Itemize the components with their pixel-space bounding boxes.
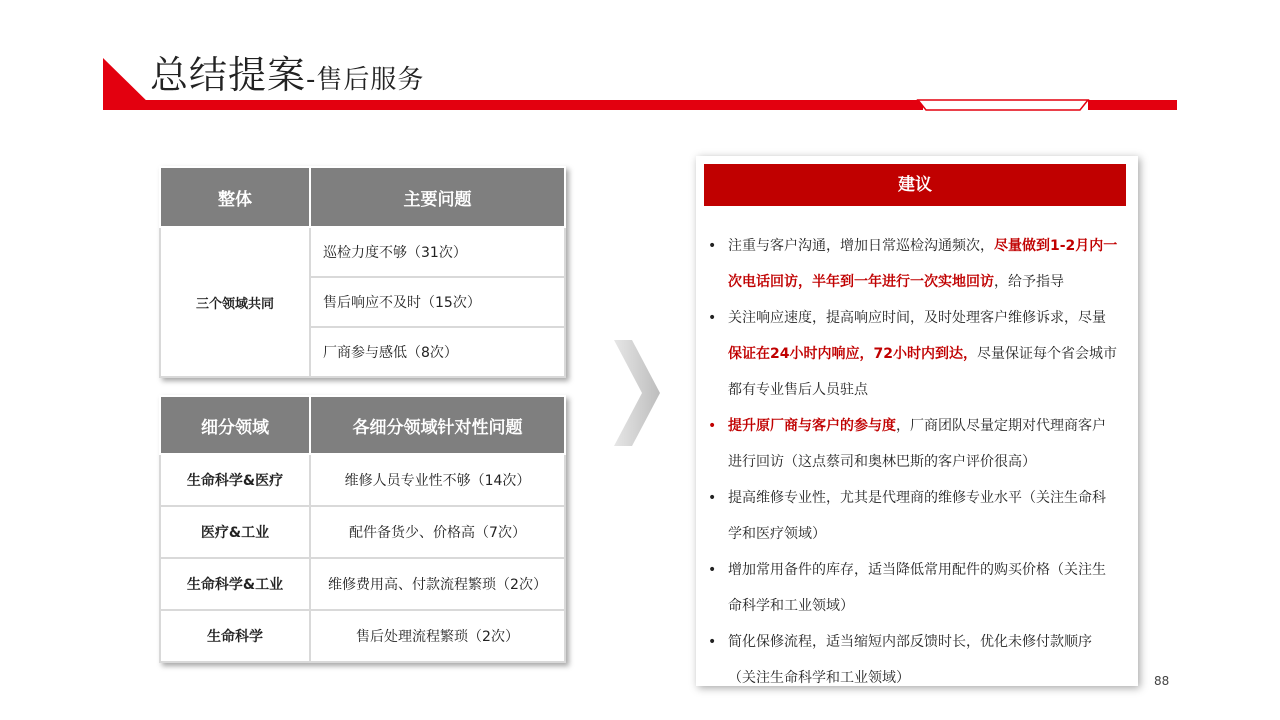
table-row xyxy=(160,610,565,662)
bullet-icon: • xyxy=(708,238,717,254)
table-row xyxy=(160,506,565,558)
header-segment: 细分领域 xyxy=(160,396,310,454)
list-item xyxy=(708,552,1118,624)
item-text: 注重与客户沟通，增加日常巡检沟通频次， xyxy=(728,238,994,254)
item-highlight: 保证在24小时内响应，72小时内到达， xyxy=(728,346,977,362)
table-header-row xyxy=(160,167,565,227)
overall-issues-table xyxy=(159,166,566,378)
item-text: ，厂商团队尽量定期对代理商客户进行回访（这点蔡司和奥林巴斯的客户评价很高） xyxy=(728,418,1106,470)
item-text: 增加常用备件的库存，适当降低常用配件的购买价格（关注生命科学和工业领域） xyxy=(728,562,1106,614)
title-sub: -售后服务 xyxy=(306,65,425,95)
item-text: 提高维修专业性，尤其是代理商的维修专业水平（关注生命科学和医疗领域） xyxy=(728,490,1106,542)
table-header-row xyxy=(160,396,565,454)
issue-cell: 厂商参与感低（8次） xyxy=(310,327,565,377)
area-cell: 医疗&工业 xyxy=(160,506,310,558)
item-highlight: 提升原厂商与客户的参与度 xyxy=(728,418,896,434)
title-main: 总结提案 xyxy=(150,53,307,97)
table-row xyxy=(160,558,565,610)
bullet-icon: • xyxy=(708,634,717,650)
area-cell: 生命科学&医疗 xyxy=(160,454,310,506)
issue-cell: 巡检力度不够（31次） xyxy=(310,227,565,277)
issue-cell: 维修人员专业性不够（14次） xyxy=(310,454,565,506)
item-text: 关注响应速度，提高响应时间，及时处理客户维修诉求，尽量 xyxy=(728,310,1106,326)
suggestions-title: 建议 xyxy=(704,164,1126,206)
list-item xyxy=(708,228,1118,300)
bullet-icon: • xyxy=(708,562,717,578)
item-text: ，给予指导 xyxy=(994,274,1064,290)
suggestions-panel xyxy=(696,156,1138,686)
issue-cell: 售后响应不及时（15次） xyxy=(310,277,565,327)
scope-cell: 三个领域共同 xyxy=(160,227,310,377)
item-highlight: 尽量做到1-2月内一次电话回访，半年到一年进行一次实地回访 xyxy=(728,238,1118,290)
bullet-icon: • xyxy=(708,490,717,506)
table-row xyxy=(160,227,565,277)
header-segment-issues: 各细分领域针对性问题 xyxy=(310,396,565,454)
header-overall: 整体 xyxy=(160,167,310,227)
item-text: 尽量保证每个省会城市都有专业售后人员驻点 xyxy=(728,346,1117,398)
segment-issues-table xyxy=(159,395,566,663)
list-item xyxy=(708,480,1118,552)
issue-cell: 售后处理流程繁琐（2次） xyxy=(310,610,565,662)
issue-cell: 维修费用高、付款流程繁琐（2次） xyxy=(310,558,565,610)
table-row xyxy=(160,454,565,506)
page-number: 88 xyxy=(1154,674,1170,688)
bullet-icon: • xyxy=(708,418,717,434)
list-item xyxy=(708,300,1118,408)
area-cell: 生命科学&工业 xyxy=(160,558,310,610)
chevron-right-icon xyxy=(612,338,662,448)
suggestions-list xyxy=(708,228,1118,696)
area-cell: 生命科学 xyxy=(160,610,310,662)
list-item xyxy=(708,408,1118,480)
item-text: 简化保修流程，适当缩短内部反馈时长，优化未修付款顺序（关注生命科学和工业领域） xyxy=(728,634,1092,686)
list-item xyxy=(708,624,1118,696)
issue-cell: 配件备货少、价格高（7次） xyxy=(310,506,565,558)
page-title xyxy=(150,44,424,99)
bullet-icon: • xyxy=(708,310,717,326)
header-main-issues: 主要问题 xyxy=(310,167,565,227)
